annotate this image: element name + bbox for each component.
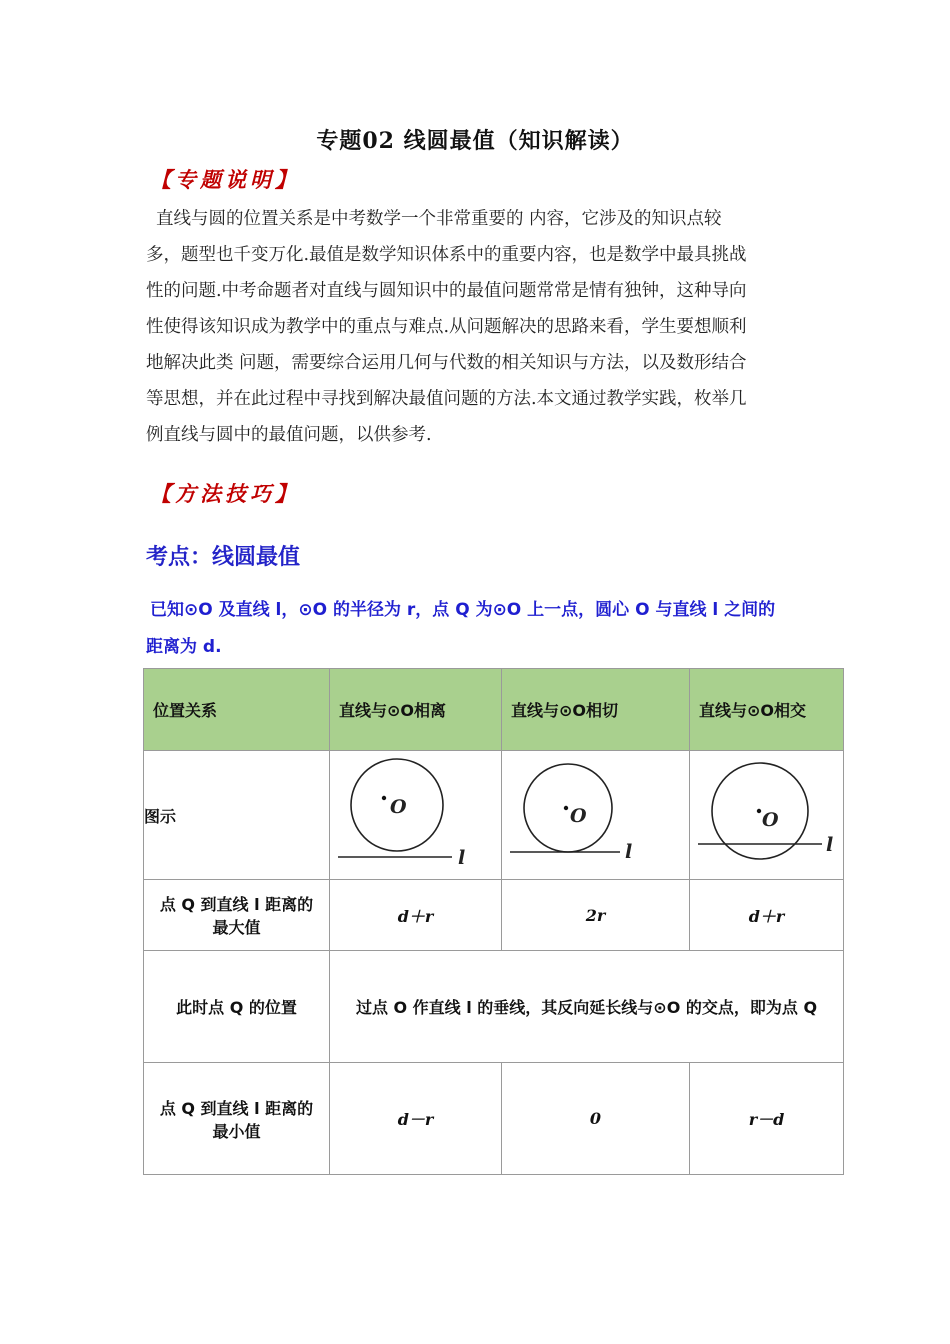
section-heading-method: 【方法技巧】: [150, 481, 300, 506]
intro-line: 地解决此类 问题，需要综合运用几何与代数的相关知识与方法，以及数形结合: [146, 353, 747, 373]
section-heading-intro: 【专题说明】: [150, 167, 300, 192]
known-line: 已知⊙O 及直线 l，⊙O 的半径为 r，点 Q 为⊙O 上一点，圆心 O 与直线 l 之间的: [150, 600, 776, 620]
figure-intersect: [690, 751, 844, 880]
line-label: l: [826, 834, 834, 856]
header-cell: 直线与⊙O相切: [502, 669, 690, 751]
header-cell: 直线与⊙O相离: [330, 669, 502, 751]
header-cell: 直线与⊙O相交: [690, 669, 844, 751]
figure-separate: [330, 751, 502, 880]
center-label: O: [570, 805, 587, 827]
intro-paragraph: [146, 201, 808, 453]
center-label: O: [762, 809, 779, 831]
table-row-figures: [144, 751, 844, 880]
line-label: l: [458, 847, 466, 869]
known-conditions: [146, 592, 826, 666]
value-cell: 2r: [502, 880, 690, 951]
value-cell: d－r: [330, 1063, 502, 1175]
table-row-position: [144, 951, 844, 1063]
figure-tangent: [502, 751, 690, 880]
value-cell: d＋r: [690, 880, 844, 951]
table-row-min: [144, 1063, 844, 1175]
position-table: [143, 668, 844, 1175]
table-row-max: [144, 880, 844, 951]
center-label: O: [390, 796, 407, 818]
value-cell: r－d: [690, 1063, 844, 1175]
known-line: 距离为 d.: [146, 637, 222, 657]
header-cell: 位置关系: [144, 669, 330, 751]
circle-separate-diagram: [330, 751, 501, 875]
circle-tangent-diagram: [502, 751, 689, 875]
intro-line: 性使得该知识成为教学中的重点与难点.从问题解决的思路来看，学生要想顺利: [146, 317, 747, 337]
intro-line: 等思想，并在此过程中寻找到解决最值问题的方法.本文通过教学实践，枚举几: [146, 389, 747, 409]
intro-line: 例直线与圆中的最值问题，以供参考.: [146, 425, 432, 445]
circle-intersect-diagram: [690, 751, 843, 875]
row-label: 点 Q 到直线 l 距离的最小值: [144, 1063, 330, 1175]
line-label: l: [625, 841, 633, 863]
page-title: 专题02 线圆最值（知识解读）: [316, 128, 634, 154]
intro-line: 性的问题.中考命题者对直线与圆知识中的最值问题常常是情有独钟，这种导向: [146, 281, 747, 301]
intro-line: 直线与圆的位置关系是中考数学一个非常重要的 内容，它涉及的知识点较: [156, 209, 722, 229]
table-header-row: [144, 669, 844, 751]
value-cell-merged: 过点 O 作直线 l 的垂线，其反向延长线与⊙O 的交点，即为点 Q: [330, 951, 844, 1063]
row-label: 点 Q 到直线 l 距离的最大值: [144, 880, 330, 951]
figure-row-label: 图示: [144, 751, 330, 880]
value-cell: 0: [502, 1063, 690, 1175]
value-cell: d＋r: [330, 880, 502, 951]
row-label: 此时点 Q 的位置: [144, 951, 330, 1063]
intro-line: 多，题型也千变万化.最值是数学知识体系中的重要内容，也是数学中最具挑战: [146, 245, 747, 265]
kaodian-heading: 考点：线圆最值: [146, 545, 301, 570]
